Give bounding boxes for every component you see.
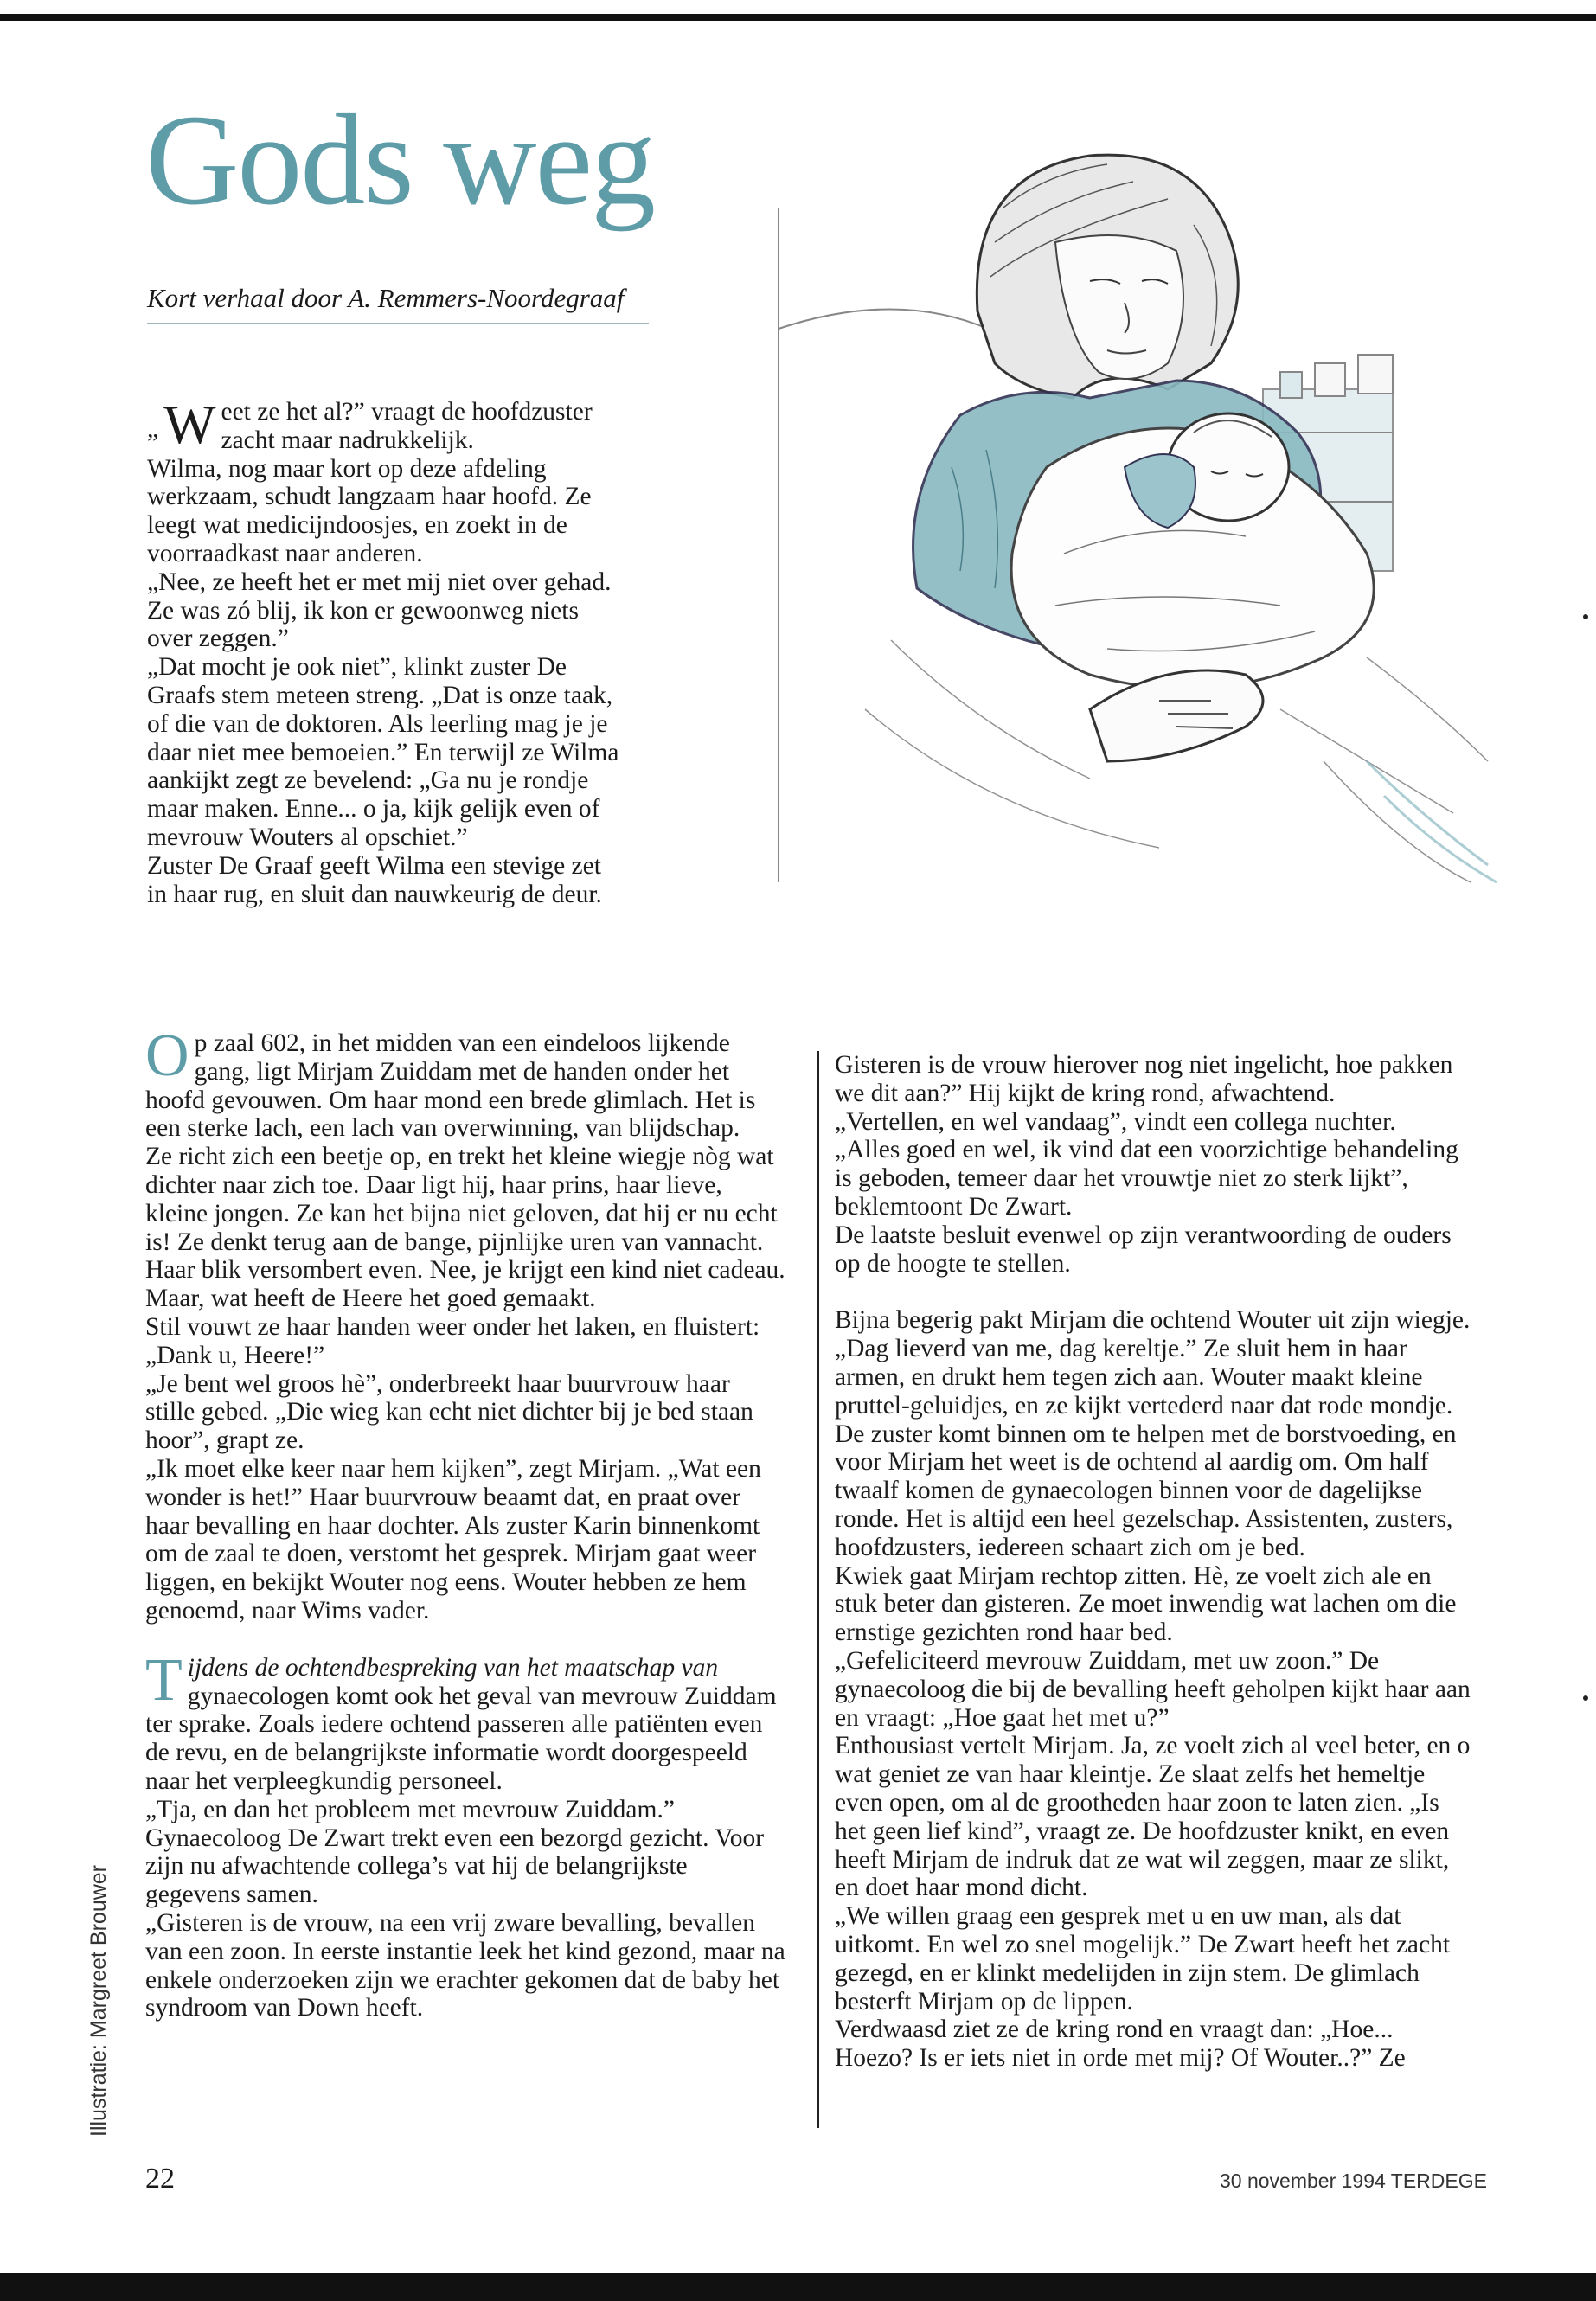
section2-paragraph-1: T ijdens de ochtendbespreking van het maatschap van gynaecologen komt ook het geval van mevrouw Zuiddam ter sprake. Zoals iedere ochtend passeren alle patiënten even de revu, en de belangrijkste informatie wordt doorgespeeld naar het verpleegkundig personeel. <box>145 1646 777 1795</box>
section1-paragraph-5: „Ik moet elke keer naar hem kijken”, zegt Mirjam. „Wat een wonder is het!” Haar buurvrouw beaamt dat, en praat over haar bevalling en haar dochter. Als zuster Karin binnenkomt om de zaal te doen, verstomt het gesprek. Mirjam gaat weer liggen, en bekijkt Wouter nog eens. Wouter hebben ze hem genoemd, naar Wims vader. <box>145 1454 761 1625</box>
intro-paragraph-1: „ W eet ze het al?” vraagt de hoofdzuster zacht maar nadrukkelijk. <box>147 394 593 455</box>
right-block2-paragraph-4: „Gefeliciteerd mevrouw Zuiddam, met uw zoon.” De gynaecoloog die bij de bevalling heeft geholpen kijkt haar aan en vraagt: „Hoe gaat het met u?” <box>835 1646 1471 1732</box>
top-rule <box>0 14 1596 21</box>
right-block2-paragraph-5: Enthousiast vertelt Mirjam. Ja, ze voelt zich al veel beter, en o wat geniet ze van haar kleintje. Ze slaat zelfs het hemeltje even open, om al de grootheden haar zoon te laten zien. „Is het geen lief kind”, vraagt ze. De hoofdzuster knikt, en even heeft Mirjam de indruk dat ze wat wil zeggen, maar ze slikt, en doet haar mond dicht. <box>835 1732 1471 1902</box>
page-number: 22 <box>145 2163 175 2195</box>
section1-paragraph-4: „Je bent wel groos hè”, onderbreekt haar buurvrouw haar stille gebed. „Die wieg kan echt niet dichter bij je bed staan hoor”, grapt ze. <box>145 1369 753 1455</box>
right-block2-paragraph-2: De zuster komt binnen om te helpen met de borstvoeding, en voor Mirjam het weet is de ochtend al aardig om. Om half twaalf komen de gynaecologen binnen voor de dagelijkse ronde. Het is altijd een heel gezelschap. Assistenten, zusters, hoofdzusters, iedereen schaart zich om je bed. <box>835 1420 1457 1561</box>
scan-mark <box>1583 1695 1588 1701</box>
intro-paragraph-4: „Dat mocht je ook niet”, klinkt zuster De Graafs stem meteen streng. „Dat is onze taak, of die van de doktoren. Als leerling mag je je daar niet mee bemoeien.” En terwijl ze Wilma aankijkt zegt ze bevelend: „Ga nu je rondje maar maken. Enne... o ja, kijk gelijk even of mevrouw Wouters al opschiet.” <box>147 653 619 851</box>
section2-paragraph-3: „Gisteren is de vrouw, na een vrij zware bevalling, bevallen van een zoon. In eerste instantie leek het kind gezond, maar na enkele onderzoeken zijn we erachter gekomen dat de baby het syndroom van Down heeft. <box>145 1908 785 2022</box>
right-block1-paragraph-1: Gisteren is de vrouw hierover nog niet ingelicht, hoe pakken we dit aan?” Hij kijkt de kring rond, afwachtend. <box>835 1051 1453 1107</box>
article-byline: Kort verhaal door A. Remmers-Noordegraaf <box>147 281 649 324</box>
intro-paragraph-2: Wilma, nog maar kort op deze afdeling werkzaam, schudt langzaam haar hoofd. Ze leegt wat medicijndoosjes, en zoekt in de voorraadkast naar anderen. <box>147 454 592 567</box>
left-column <box>145 1022 785 2022</box>
intro-quote-mark: „ <box>147 415 159 443</box>
bottom-rule <box>0 2273 1596 2301</box>
column-divider <box>817 1051 819 2128</box>
right-block1-paragraph-4: De laatste besluit evenwel op zijn verantwoording de ouders op de hoogte te stellen. <box>835 1221 1452 1278</box>
section2-dropcap: T <box>145 1646 183 1714</box>
illustration-credit: Illustratie: Margreet Brouwer <box>87 1864 111 2137</box>
right-block2-paragraph-7: Verdwaasd ziet ze de kring rond en vraagt dan: „Hoe... Hoezo? Is er iets niet in orde met mij? Of Wouter..?” Ze <box>835 2016 1406 2073</box>
intro-dropcap: W <box>163 394 216 455</box>
right-block1-paragraph-2: „Vertellen, en wel vandaag”, vindt een collega nuchter. <box>835 1107 1396 1136</box>
intro-paragraph-3: „Nee, ze heeft het er met mij niet over gehad. Ze was zó blij, ik kon er gewoonweg niets over zeggen.” <box>147 567 612 653</box>
right-block1-paragraph-3: „Alles goed en wel, ik vind dat een voorzichtige behandeling is geboden, temeer daar het vrouwtje niet zo sterk lijkt”, beklemtoont De Zwart. <box>835 1136 1458 1221</box>
intro-column <box>147 394 623 908</box>
section1-paragraph-3: Stil vouwt ze haar handen weer onder het laken, en fluistert: „Dank u, Heere!” <box>145 1312 760 1369</box>
right-block2-paragraph-6: „We willen graag een gesprek met u en uw man, als dat uitkomt. En wel zo snel mogelijk.” De Zwart heeft het zacht gezegd, en er klinkt medelijden in zijn stem. De glimlach besterft Mirjam op de lippen. <box>835 1902 1451 2016</box>
right-block2-paragraph-3: Kwiek gaat Mirjam rechtop zitten. Hè, ze voelt zich ale en stuk beter dan gisteren. Ze moet inwendig wat lachen om die ernstige gezichten rond haar bed. <box>835 1561 1457 1647</box>
intro-paragraph-5: Zuster De Graaf geeft Wilma een stevige zet in haar rug, en sluit dan nauwkeurig de deur. <box>147 851 602 908</box>
issue-date: 30 november 1994 TERDEGE <box>1220 2170 1487 2192</box>
scan-mark <box>1583 614 1588 619</box>
section1-paragraph-2: Ze richt zich een beetje op, en trekt het kleine wiegje nòg wat dichter naar zich toe. Daar ligt hij, haar prins, haar lieve, kleine jongen. Ze kan het bijna niet geloven, dat hij er nu echt is! Ze denkt terug aan de bange, pijnlijke uren van vannacht. Haar blik versombert even. Nee, je krijgt een kind niet cadeau. Maar, wat heeft de Heere het goed gemaakt. <box>145 1143 785 1313</box>
section1-dropcap: O <box>145 1022 189 1089</box>
article-title: Gods weg <box>145 88 655 232</box>
right-column <box>835 1051 1475 2073</box>
section2-paragraph-2: „Tja, en dan het probleem met mevrouw Zuiddam.” Gynaecoloog De Zwart trekt even een bezorgd gezicht. Voor zijn nu afwachtende collega’s vat hij de belangrijkste gegevens samen. <box>145 1795 765 1909</box>
section1-paragraph-1: O p zaal 602, in het midden van een eindeloos lijkende gang, ligt Mirjam Zuiddam met de handen onder het hoofd gevouwen. Om haar mond een brede glimlach. Het is een sterke lach, een lach van overwinning, van blijdschap. <box>145 1022 756 1143</box>
illustration-mother-with-baby <box>761 104 1522 943</box>
right-block2-paragraph-1: Bijna begerig pakt Mirjam die ochtend Wouter uit zijn wiegje. „Dag lieverd van me, dag kereltje.” Ze sluit hem in haar armen, en drukt hem tegen zich aan. Wouter maakt kleine pruttel-geluidjes, en ze kijkt vertederd naar dat rode mondje. <box>835 1306 1471 1420</box>
